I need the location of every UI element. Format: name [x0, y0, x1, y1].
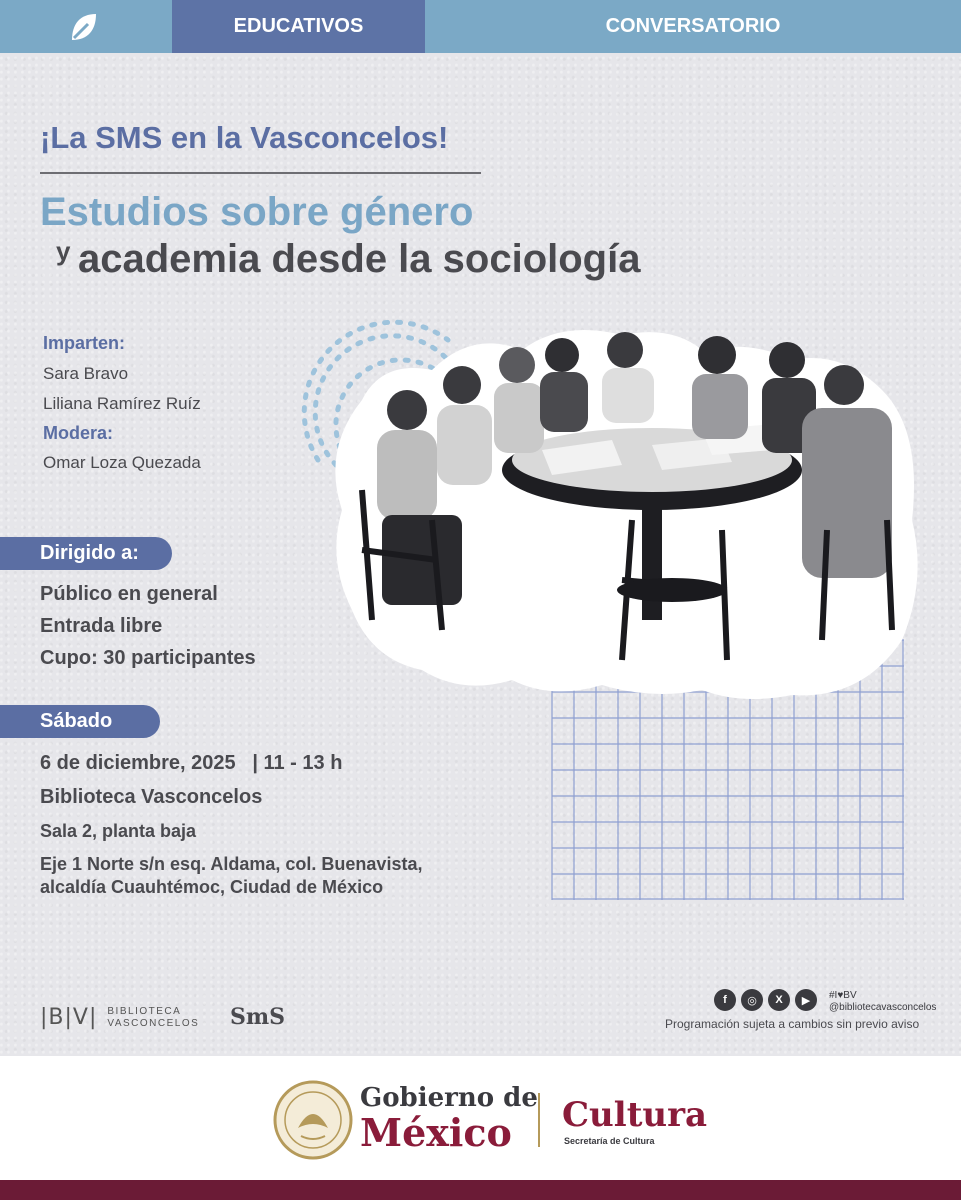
audience-label: Dirigido a:	[0, 537, 172, 570]
event-address: Eje 1 Norte s/n esq. Aldama, col. Buenavista,	[40, 854, 423, 874]
disclaimer-text: Programación sujeta a cambios sin previo aviso	[665, 1017, 920, 1031]
facebook-icon[interactable]: f	[714, 989, 736, 1011]
youtube-icon[interactable]: ▶	[795, 989, 817, 1011]
instagram-icon[interactable]: ◎	[741, 989, 763, 1011]
cultura-subtitle: Secretaría de Cultura	[564, 1136, 655, 1146]
event-date-time: 6 de diciembre, 2025 | 11 - 13 h	[40, 752, 343, 774]
moderator-name: Omar Loza Quezada	[43, 453, 201, 472]
event-title-line2: academia desde la sociología	[78, 237, 641, 281]
national-seal-icon	[273, 1080, 353, 1160]
sms-logo	[228, 998, 286, 1032]
speakers-label: Imparten:	[43, 333, 126, 353]
audience-line: Público en general	[40, 583, 218, 605]
svg-text:SmS: SmS	[230, 1004, 286, 1030]
bv-mark: |B|V|	[40, 1005, 98, 1030]
audience-line: Entrada libre	[40, 615, 163, 637]
event-kicker: ¡La SMS en la Vasconcelos!	[40, 120, 449, 155]
speaker-name: Liliana Ramírez Ruíz	[43, 394, 201, 413]
biblioteca-vasconcelos-logo	[40, 1005, 199, 1030]
social-icons	[714, 989, 817, 1011]
x-icon[interactable]: X	[768, 989, 790, 1011]
footer-divider	[538, 1093, 540, 1147]
moderator-label: Modera:	[43, 423, 114, 443]
event-address: alcaldía Cuauhtémoc, Ciudad de México	[40, 877, 384, 897]
speaker-name: Sara Bravo	[43, 364, 129, 383]
gobierno-wordmark-line2: México	[360, 1110, 512, 1155]
divider	[40, 172, 481, 174]
social-handle: #I♥BV @bibliotecavasconcelos	[829, 990, 937, 1013]
event-room: Sala 2, planta baja	[40, 821, 197, 841]
bv-wordmark: BIBLIOTECA VASCONCELOS	[107, 1005, 200, 1029]
leaf-icon	[66, 10, 100, 44]
tab-educativos[interactable]: EDUCATIVOS	[172, 0, 425, 53]
event-title-line1: Estudios sobre género	[40, 190, 474, 234]
gobierno-wordmark-line1: Gobierno de	[360, 1083, 538, 1113]
tab-conversatorio[interactable]: CONVERSATORIO	[605, 15, 781, 37]
top-bar	[0, 0, 961, 53]
day-label: Sábado	[0, 705, 160, 738]
event-venue: Biblioteca Vasconcelos	[40, 786, 263, 808]
cultura-wordmark: Cultura	[562, 1095, 708, 1135]
event-title-conjunction: y	[56, 236, 71, 266]
bottom-bar	[0, 1180, 961, 1200]
women-reading-photo	[322, 320, 932, 705]
audience-line: Cupo: 30 participantes	[40, 647, 256, 669]
